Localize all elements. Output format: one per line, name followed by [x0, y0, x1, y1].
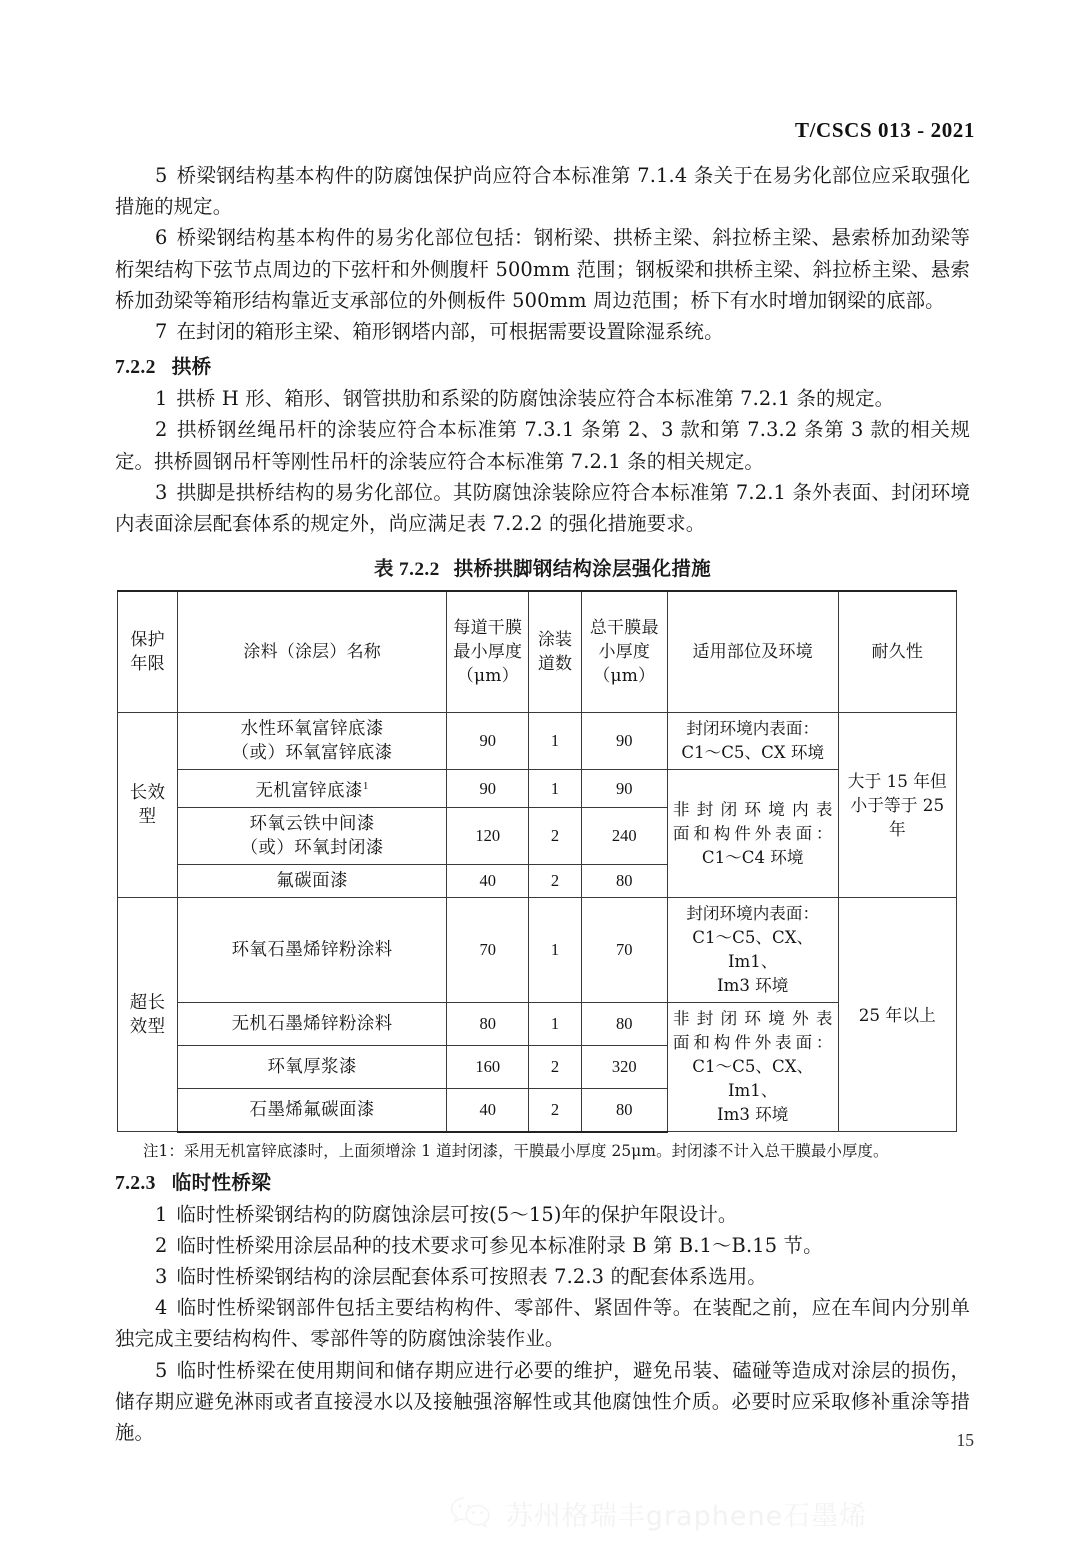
environment-cell: [667, 1003, 838, 1132]
table-row: [118, 713, 957, 770]
per-coat-dft-cell: 80: [447, 1003, 529, 1046]
list-item: [115, 316, 970, 347]
list-item: [115, 477, 970, 539]
coating-name-cell: 石墨烯氟碳面漆: [178, 1088, 447, 1131]
table-caption: [115, 553, 970, 581]
running-header-standard-code: T/CSCS 013 - 2021: [795, 118, 975, 142]
list-item-text: 在封闭的箱形主梁、箱形钢塔内部，可根据需要设置除湿系统。: [176, 320, 724, 344]
list-item-text: 临时性桥梁在使用期间和储存期应进行必要的维护，避免吊装、磕碰等造成对涂层的损伤，储存期应避免淋雨或者直接浸水以及接触强溶解性或其他腐蚀性介质。必要时应采取修补重涂等措施。: [115, 1358, 970, 1444]
list-item-text: 桥梁钢结构基本构件的防腐蚀保护尚应符合本标准第 7.1.4 条关于在易劣化部位应采取强化措施的规定。: [115, 164, 970, 219]
coating-name-cell: 氟碳面漆: [178, 865, 447, 898]
header-line: 小厚度: [598, 642, 651, 663]
environment-line: 封闭环境内表面：: [686, 719, 820, 739]
environment-line: 非封闭环境外表: [672, 1009, 833, 1029]
total-dft-cell: 90: [581, 770, 667, 808]
list-item-number: 2: [155, 418, 168, 442]
col-header-protection-years: [118, 591, 178, 713]
total-dft-cell: 80: [581, 865, 667, 898]
list-item-number: 5: [155, 164, 168, 187]
header-line: （μm）: [456, 666, 519, 687]
list-item-number: 7: [155, 320, 168, 344]
section-number: 7.2.2: [115, 357, 156, 379]
list-item-number: 1: [155, 387, 168, 411]
footnote-marker: 1: [362, 780, 369, 793]
col-header-per-coat-dft: [447, 591, 529, 713]
coating-name-cell: 环氧石墨烯锌粉涂料: [178, 898, 447, 1003]
group-label-line: 超长: [129, 992, 166, 1013]
coating-name-cell: [178, 713, 447, 770]
list-item-number: 3: [155, 1264, 168, 1288]
section-heading-7-2-2: [115, 351, 970, 383]
table-body: [118, 713, 957, 1132]
environment-line: 面和构件外表面：: [672, 1033, 833, 1053]
list-item: [115, 1355, 970, 1449]
list-item: [115, 160, 970, 222]
group-label-long-life: 长效型: [118, 713, 178, 898]
header-line: （μm）: [593, 666, 656, 687]
durability-line: 大于 15 年但: [847, 771, 947, 792]
list-item-text: 拱脚是拱桥结构的易劣化部位。其防腐蚀涂装除应符合本标准第 7.2.1 条外表面、封闭环境内表面涂层配套体系的规定外，尚应满足表 7.2.2 的强化措施要求。: [115, 480, 970, 536]
environment-line: C1～C4 环境: [701, 847, 804, 867]
list-item: [115, 1261, 970, 1292]
list-item-number: 2: [155, 1233, 168, 1257]
header-line: 年限: [130, 654, 165, 675]
table-footnote: 注1：采用无机富锌底漆时，上面须增涂 1 道封闭漆，干膜最小厚度 25μm。封闭漆不计入总干膜最小厚度。: [143, 1141, 889, 1160]
environment-line: Im3 环境: [717, 976, 789, 996]
environment-line: C1～C5、CX、Im1、: [692, 1057, 814, 1101]
section-heading-7-2-3: [115, 1167, 970, 1199]
environment-line: 封闭环境内表面：: [686, 904, 820, 924]
header-line: 保护: [130, 630, 165, 651]
section-title: 临时性桥梁: [171, 1170, 272, 1194]
list-item-text: 临时性桥梁钢结构的防腐蚀涂层可按(5～15)年的保护年限设计。: [176, 1202, 738, 1226]
coats-cell: 2: [529, 1088, 581, 1131]
coats-cell: 1: [529, 898, 581, 1003]
list-item-text: 临时性桥梁用涂层品种的技术要求可参见本标准附录 B 第 B.1～B.15 节。: [176, 1233, 823, 1257]
coating-name-line: 无机富锌底漆: [255, 781, 363, 802]
list-item-text: 拱桥钢丝绳吊杆的涂装应符合本标准第 7.3.1 条第 2、3 款和第 7.3.2 条第 3 款的相关规定。拱桥圆钢吊杆等刚性吊杆的涂装应符合本标准第 7.2.1 条的相关规定。: [115, 418, 970, 473]
coating-strengthening-measures-table: [117, 590, 957, 1132]
watermark-text: 苏州格瑞丰graphene石墨烯: [505, 1500, 868, 1532]
environment-line: C1～C5、CX、Im1、: [692, 928, 814, 972]
durability-cell: [838, 713, 956, 898]
per-coat-dft-cell: 160: [447, 1045, 529, 1088]
group-label-line: 效型: [129, 1016, 166, 1037]
environment-cell: [667, 898, 838, 1003]
per-coat-dft-cell: 40: [447, 1088, 529, 1131]
per-coat-dft-cell: 70: [447, 898, 529, 1003]
col-header-total-dft: [581, 591, 667, 713]
coats-cell: 2: [529, 808, 581, 865]
total-dft-cell: 80: [581, 1003, 667, 1046]
total-dft-cell: 320: [581, 1045, 667, 1088]
coating-name-line: （或）环氧富锌底漆: [231, 743, 393, 764]
table-caption-title: 拱桥拱脚钢结构涂层强化措施: [453, 557, 712, 581]
header-line: 最小厚度: [453, 642, 523, 663]
per-coat-dft-cell: 40: [447, 865, 529, 898]
section-title: 拱桥: [171, 355, 212, 379]
coats-cell: 2: [529, 865, 581, 898]
list-item-text: 临时性桥梁钢结构的涂层配套体系可按照表 7.2.3 的配套体系选用。: [176, 1264, 767, 1288]
page-content-column: [115, 160, 970, 1448]
list-item: [115, 383, 970, 414]
table-header-row: [118, 591, 957, 713]
col-header-application-environment: 适用部位及环境: [667, 591, 838, 713]
header-line: 总干膜最: [589, 618, 659, 639]
list-item-number: 1: [155, 1202, 168, 1226]
coating-name-line: 水性环氧富锌底漆: [240, 719, 384, 740]
coating-name-line: 环氧云铁中间漆: [249, 814, 375, 835]
list-item: [115, 1230, 970, 1261]
coats-cell: 1: [529, 713, 581, 770]
environment-cell: [667, 713, 838, 770]
environment-line: 面和构件外表面：: [672, 823, 833, 843]
coating-name-line: （或）环氧封闭漆: [240, 838, 384, 859]
environment-line: Im3 环境: [717, 1105, 789, 1125]
list-item-text: 拱桥 H 形、箱形、钢管拱肋和系梁的防腐蚀涂装应符合本标准第 7.2.1 条的规定。: [176, 387, 895, 411]
table-row: [118, 1003, 957, 1046]
list-item-text: 桥梁钢结构基本构件的易劣化部位包括：钢桁梁、拱桥主梁、斜拉桥主梁、悬索桥加劲梁等桁架结构下弦节点周边的下弦杆和外侧腹杆 500mm 范围；钢板梁和拱桥主梁、斜拉桥主梁、悬索桥加劲梁等箱形结构靠近支承部位的外侧板件 500mm 周边范围；桥下有水时增加钢梁的底部。: [115, 226, 970, 312]
col-header-coating-name: 涂料（涂层）名称: [178, 591, 447, 713]
group-label-ultra-long-life: [118, 898, 178, 1132]
table-caption-number: 表 7.2.2: [373, 559, 440, 581]
coating-name-cell: [178, 808, 447, 865]
coating-name-cell: 环氧厚浆漆: [178, 1045, 447, 1088]
section-number: 7.2.3: [115, 1172, 156, 1194]
list-item: [115, 1292, 970, 1354]
list-item: [115, 1199, 970, 1230]
page-number: 15: [956, 1430, 974, 1450]
coats-cell: 1: [529, 1003, 581, 1046]
coats-cell: 1: [529, 770, 581, 808]
header-line: 道数: [537, 654, 573, 675]
table-row: [118, 770, 957, 808]
environment-cell: [667, 770, 838, 898]
col-header-number-of-coats: [529, 591, 581, 713]
header-line: 每道干膜: [453, 618, 523, 639]
per-coat-dft-cell: 90: [447, 713, 529, 770]
list-item-number: 6: [155, 226, 168, 250]
list-item-number: 3: [155, 480, 168, 504]
total-dft-cell: 70: [581, 898, 667, 1003]
coating-name-cell: [178, 770, 447, 808]
coating-name-cell: 无机石墨烯锌粉涂料: [178, 1003, 447, 1046]
total-dft-cell: 90: [581, 713, 667, 770]
col-header-durability: 耐久性: [838, 591, 956, 713]
table-header: [118, 591, 957, 713]
per-coat-dft-cell: 90: [447, 770, 529, 808]
list-item: [115, 414, 970, 476]
table-row: [118, 898, 957, 1003]
durability-cell: 25 年以上: [838, 898, 956, 1132]
list-item-text: 临时性桥梁钢部件包括主要结构构件、零部件、紧固件等。在装配之前，应在车间内分别单独完成主要结构构件、零部件等的防腐蚀涂装作业。: [115, 1296, 970, 1351]
watermark-band: [0, 1459, 1080, 1567]
per-coat-dft-cell: 120: [447, 808, 529, 865]
durability-line: 小于等于 25 年: [850, 795, 945, 840]
total-dft-cell: 240: [581, 808, 667, 865]
total-dft-cell: 80: [581, 1088, 667, 1131]
list-item: [115, 222, 970, 316]
environment-line: 非封闭环境内表: [672, 799, 833, 819]
header-line: 涂装: [537, 630, 573, 651]
coats-cell: 2: [529, 1045, 581, 1088]
list-item-number: 4: [155, 1296, 168, 1320]
environment-line: C1～C5、CX 环境: [681, 743, 825, 763]
list-item-number: 5: [155, 1358, 168, 1382]
wechat-icon: [449, 1495, 493, 1531]
